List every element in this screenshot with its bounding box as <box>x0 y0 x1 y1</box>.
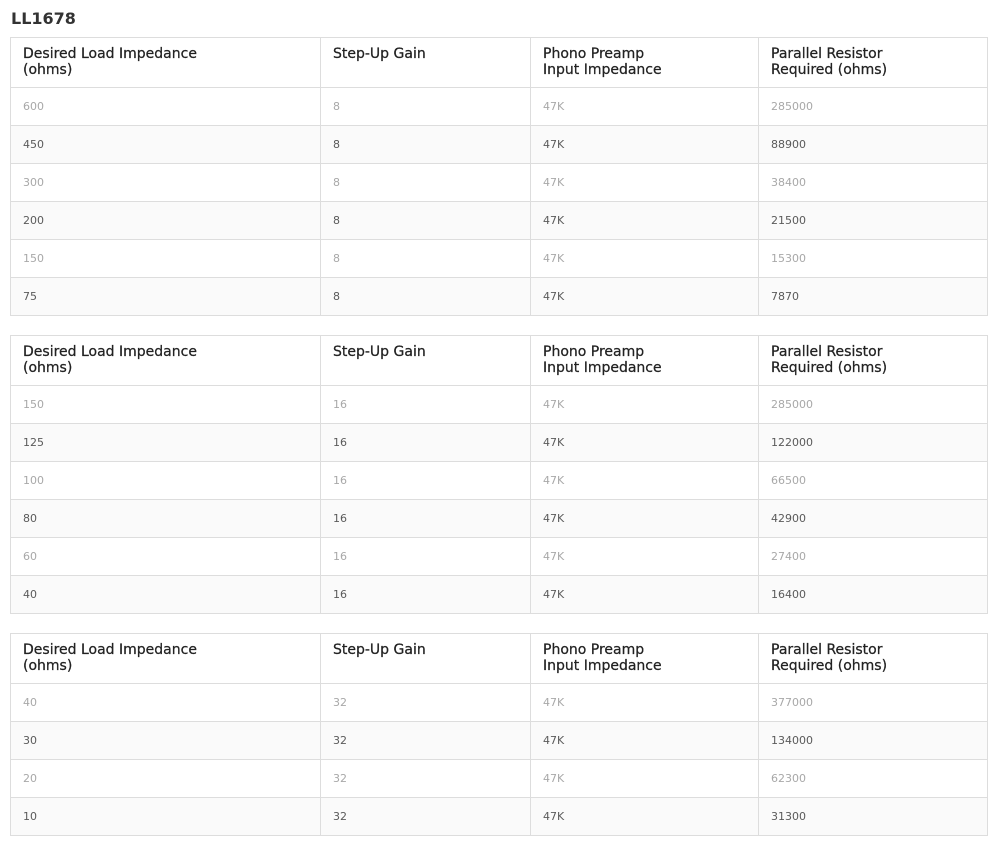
table-row <box>11 462 988 500</box>
cell-input-impedance: 47K <box>531 88 759 126</box>
header-parallel-resistor-required <box>759 634 988 684</box>
cell-step-up-gain: 32 <box>321 798 531 836</box>
cell-parallel-resistor: 42900 <box>759 500 988 538</box>
cell-step-up-gain: 16 <box>321 500 531 538</box>
header-line: Required (ohms) <box>771 360 888 376</box>
cell-step-up-gain: 16 <box>321 576 531 614</box>
cell-parallel-resistor: 27400 <box>759 538 988 576</box>
cell-load-impedance: 100 <box>11 462 321 500</box>
cell-input-impedance: 47K <box>531 760 759 798</box>
header-line: Desired Load Impedance <box>23 46 197 62</box>
cell-load-impedance: 80 <box>11 500 321 538</box>
table-row <box>11 684 988 722</box>
header-phono-preamp-input-impedance <box>531 38 759 88</box>
table-row <box>11 164 988 202</box>
cell-load-impedance: 300 <box>11 164 321 202</box>
cell-parallel-resistor: 377000 <box>759 684 988 722</box>
table-row <box>11 576 988 614</box>
cell-input-impedance: 47K <box>531 576 759 614</box>
cell-load-impedance: 30 <box>11 722 321 760</box>
cell-input-impedance: 47K <box>531 462 759 500</box>
table-row <box>11 240 988 278</box>
cell-load-impedance: 125 <box>11 424 321 462</box>
header-line: (ohms) <box>23 658 73 674</box>
table-row <box>11 202 988 240</box>
cell-load-impedance: 150 <box>11 386 321 424</box>
table-row <box>11 722 988 760</box>
header-line: Phono Preamp <box>543 344 645 360</box>
cell-step-up-gain: 8 <box>321 202 531 240</box>
cell-parallel-resistor: 31300 <box>759 798 988 836</box>
header-parallel-resistor-required <box>759 38 988 88</box>
cell-input-impedance: 47K <box>531 278 759 316</box>
cell-step-up-gain: 32 <box>321 760 531 798</box>
table-row <box>11 126 988 164</box>
table-header-row <box>11 38 988 88</box>
cell-parallel-resistor: 15300 <box>759 240 988 278</box>
cell-load-impedance: 75 <box>11 278 321 316</box>
header-line: (ohms) <box>23 360 73 376</box>
cell-input-impedance: 47K <box>531 684 759 722</box>
table-row <box>11 278 988 316</box>
cell-parallel-resistor: 21500 <box>759 202 988 240</box>
cell-step-up-gain: 8 <box>321 164 531 202</box>
cell-step-up-gain: 16 <box>321 424 531 462</box>
cell-step-up-gain: 8 <box>321 88 531 126</box>
cell-input-impedance: 47K <box>531 202 759 240</box>
cell-parallel-resistor: 122000 <box>759 424 988 462</box>
cell-input-impedance: 47K <box>531 126 759 164</box>
cell-input-impedance: 47K <box>531 386 759 424</box>
table-row <box>11 500 988 538</box>
cell-parallel-resistor: 7870 <box>759 278 988 316</box>
cell-load-impedance: 60 <box>11 538 321 576</box>
cell-step-up-gain: 16 <box>321 538 531 576</box>
header-line: Required (ohms) <box>771 62 888 78</box>
cell-load-impedance: 40 <box>11 684 321 722</box>
cell-parallel-resistor: 62300 <box>759 760 988 798</box>
header-line: Input Impedance <box>543 360 662 376</box>
page-title: LL1678 <box>11 9 76 28</box>
cell-load-impedance: 200 <box>11 202 321 240</box>
header-desired-load-impedance <box>11 336 321 386</box>
header-line: Required (ohms) <box>771 658 888 674</box>
cell-step-up-gain: 16 <box>321 462 531 500</box>
header-desired-load-impedance <box>11 634 321 684</box>
table-row <box>11 88 988 126</box>
header-phono-preamp-input-impedance <box>531 634 759 684</box>
header-line: Step-Up Gain <box>333 46 426 62</box>
table-row <box>11 538 988 576</box>
header-line: Parallel Resistor <box>771 344 883 360</box>
table-row <box>11 798 988 836</box>
header-line: Input Impedance <box>543 658 662 674</box>
cell-input-impedance: 47K <box>531 164 759 202</box>
table-row <box>11 424 988 462</box>
cell-load-impedance: 40 <box>11 576 321 614</box>
cell-load-impedance: 600 <box>11 88 321 126</box>
header-phono-preamp-input-impedance <box>531 336 759 386</box>
cell-input-impedance: 47K <box>531 538 759 576</box>
header-step-up-gain <box>321 38 531 88</box>
cell-step-up-gain: 32 <box>321 684 531 722</box>
header-parallel-resistor-required <box>759 336 988 386</box>
impedance-table-gain-8 <box>10 37 988 316</box>
cell-step-up-gain: 16 <box>321 386 531 424</box>
header-line: (ohms) <box>23 62 73 78</box>
header-line: Input Impedance <box>543 62 662 78</box>
cell-parallel-resistor: 285000 <box>759 386 988 424</box>
cell-input-impedance: 47K <box>531 722 759 760</box>
cell-load-impedance: 450 <box>11 126 321 164</box>
cell-parallel-resistor: 38400 <box>759 164 988 202</box>
header-line: Step-Up Gain <box>333 642 426 658</box>
cell-step-up-gain: 8 <box>321 240 531 278</box>
cell-parallel-resistor: 285000 <box>759 88 988 126</box>
cell-load-impedance: 150 <box>11 240 321 278</box>
impedance-table-gain-16 <box>10 335 988 614</box>
cell-step-up-gain: 8 <box>321 126 531 164</box>
cell-parallel-resistor: 16400 <box>759 576 988 614</box>
cell-input-impedance: 47K <box>531 424 759 462</box>
cell-input-impedance: 47K <box>531 798 759 836</box>
header-line: Step-Up Gain <box>333 344 426 360</box>
cell-parallel-resistor: 66500 <box>759 462 988 500</box>
table-header-row <box>11 336 988 386</box>
cell-load-impedance: 10 <box>11 798 321 836</box>
header-step-up-gain <box>321 336 531 386</box>
header-desired-load-impedance <box>11 38 321 88</box>
cell-load-impedance: 20 <box>11 760 321 798</box>
header-step-up-gain <box>321 634 531 684</box>
table-row <box>11 386 988 424</box>
cell-input-impedance: 47K <box>531 500 759 538</box>
header-line: Phono Preamp <box>543 46 645 62</box>
cell-step-up-gain: 32 <box>321 722 531 760</box>
table-header-row <box>11 634 988 684</box>
header-line: Parallel Resistor <box>771 642 883 658</box>
header-line: Desired Load Impedance <box>23 344 197 360</box>
impedance-table-gain-32 <box>10 633 988 836</box>
cell-parallel-resistor: 88900 <box>759 126 988 164</box>
cell-input-impedance: 47K <box>531 240 759 278</box>
table-row <box>11 760 988 798</box>
header-line: Desired Load Impedance <box>23 642 197 658</box>
header-line: Phono Preamp <box>543 642 645 658</box>
header-line: Parallel Resistor <box>771 46 883 62</box>
cell-parallel-resistor: 134000 <box>759 722 988 760</box>
cell-step-up-gain: 8 <box>321 278 531 316</box>
